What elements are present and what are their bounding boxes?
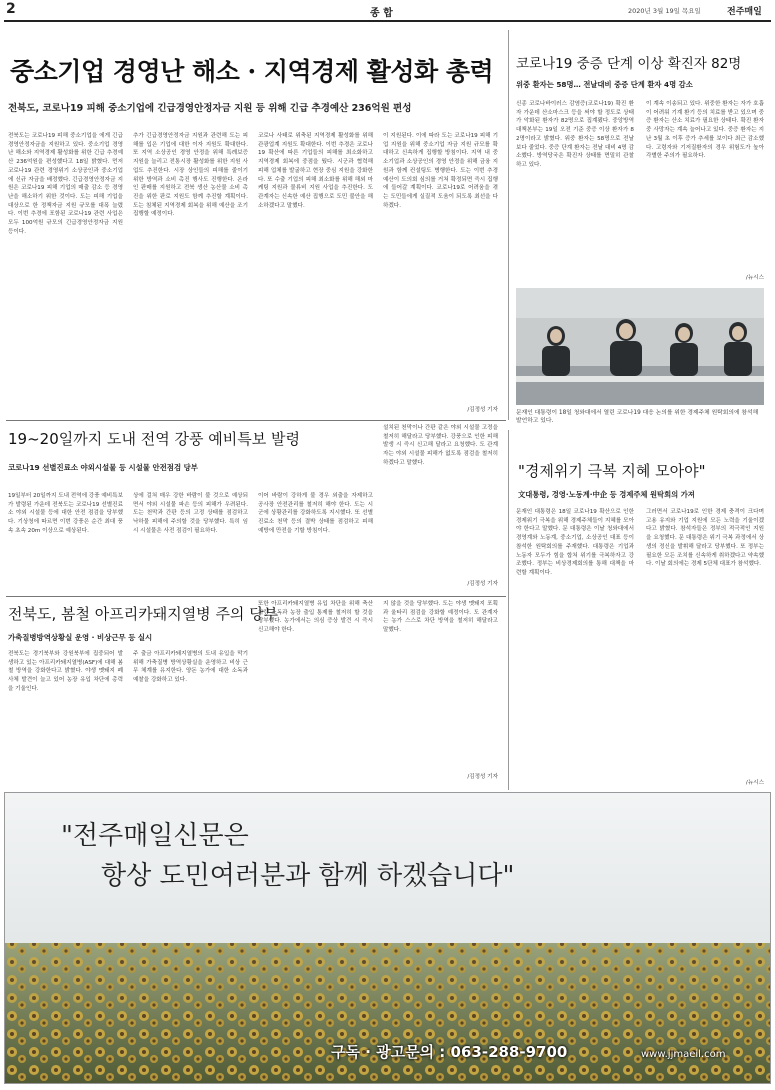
story2-col1: 신종 코로나바이러스 감염증(코로나19) 확진 환자 가운데 산소마스크 등을 써야 할 정도로 상태가 악화된 환자가 82명으로 집계됐다. 중앙방역대책본부는 19일 오전 기준 중증 이상 환자가 82명이라고 밝혔다. 위중 환자는 58명으로 전날보다 줄었다. 중증 단계 환자는 전날 대비 4명 감소했다. 방역당국은 확진자 상태를 면밀히 관찰하고 있다. xyxy=(516,101,634,168)
story1-subhead: 전북도, 코로나19 피해 중소기업에 긴급경영안정자금 지원 등 위해 긴급 추경예산 236억원 편성 xyxy=(8,103,412,114)
meeting-photo-illustration xyxy=(516,288,764,405)
story1-col4: 이 지원된다. 이에 따라 도는 코로나19 피해 기업 지원을 위해 중소기업 자금 지원 규모를 확대하고 신속하게 집행할 방침이다. 지역 내 중소기업과 소상공인의 경영 안정을 위해 금융 지원과 함께 컨설팅도 병행한다. 도는 이번 추경 예산이 도의회 심의를 거쳐 확정되면 즉시 집행에 들어갈 계획이다. 코로나19로 어려움을 겪는 도민들에게 실질적 도움이 되도록 최선을 다하겠다. xyxy=(383,133,498,209)
story3-divider xyxy=(508,430,509,790)
story3-col4: 설치된 천막이나 간판 같은 야외 시설물 고정을 철저히 해달라고 당부했다. 강풍으로 인한 피해 발생 시 즉시 신고해 달라고 요청했다. 도 관계자는 야외 시설물 피해가 없도록 점검을 철저히 하겠다고 말했다. xyxy=(383,425,498,466)
story5-col2: 주 출금 아프리카돼지열병의 도내 유입을 막기 위해 가축질병 방역상황실을 운영하고 비상 근무 체계를 유지한다. 양돈 농가에 대한 소독과 예찰을 강화하고 있다. xyxy=(133,651,248,684)
story5-col3: 또한 아프리카돼지열병 유입 차단을 위해 축산 차량 소독과 농장 출입 통제를 철저히 할 것을 당부했다. 농가에서는 의심 증상 발견 시 즉시 신고해야 한다. xyxy=(258,601,373,634)
ad-website: www.jjmaeil.com xyxy=(641,1049,726,1060)
ad-quote-line2: 항상 도민여러분과 함께 하겠습니다" xyxy=(101,861,515,891)
story5-headline: 전북도, 봄철 아프리카돼지열병 주의 당부 xyxy=(8,605,279,623)
story4-col1: 문재인 대통령은 18일 코로나19 확산으로 인한 경제위기 극복을 위해 경제주체들이 지혜를 모아야 한다고 말했다. 문 대통령은 이날 청와대에서 경영계와 노동계, 중소기업, 소상공인 대표 등이 참석한 원탁회의를 주재했다. 대통령은 기업과 노동자 모두가 힘을 합쳐 위기를 극복하자고 강조했다. 정부는 비상경제회의를 통해 대책을 마련할 계획이다. xyxy=(516,509,634,576)
header-rule xyxy=(4,20,771,22)
story1-col1: 전북도는 코로나19 피해 중소기업을 에게 긴급경영안정자금을 지원하고 있다. 중소기업 경영난 해소와 지역경제 활성화를 위한 긴급 추경예산 236억원을 편성했다고 18일 밝혔다. 먼저 코로나19 관련 경영위기 소상공인과 중소기업에 신규 자금을 배정했다. 긴급경영안정자금 지원은 코로나19 피해 기업의 매출 감소 등 경영난을 해소하기 위한 것이다. 도는 피해 기업을 대상으로 한 정책자금 지원 규모를 대폭 늘렸다. 이번 추경에 포함된 코로나19 관련 사업은 모두 100억원 규모의 긴급경영안정자금 지원 등이다. xyxy=(8,133,123,235)
paper-name: 전주매일 xyxy=(727,7,762,17)
story5-subhead: 가축질병방역상황실 운영 · 비상근무 등 실시 xyxy=(8,633,153,642)
story5-byline: /김정성 기자 xyxy=(467,774,498,780)
story3-subhead: 코로나19 선별진료소 야외시설물 등 시설물 안전점검 당부 xyxy=(8,463,198,472)
page-number: 2 xyxy=(6,1,16,17)
story1-col3: 코로나 사태로 위축된 지역경제 활성화를 위해 관광업계 지원도 확대한다. 이번 추경은 코로나19 확산에 따른 기업들의 피해를 최소화하고 지역경제 회복에 중점을 뒀다. 시군과 협력해 피해 업체를 발굴하고 현장 중심 지원을 강화한다. 또 수출 기업의 피해 최소화를 위해 해외 마케팅 지원과 물류비 지원 사업을 추진한다. 도 관계자는 신속한 예산 집행으로 도민 불안을 해소하겠다고 말했다. xyxy=(258,133,373,209)
story1-headline: 중소기업 경영난 해소 · 지역경제 활성화 총력 xyxy=(10,57,494,86)
news-photo xyxy=(516,288,764,405)
photo-caption: 문재인 대통령이 18일 청와대에서 열린 코로나19 대응 논의를 위한 경제주체 원탁회의에 참석해 발언하고 있다. xyxy=(516,410,759,424)
story2-subhead: 위중 환자는 58명… 전날대비 중증 단계 환자 4명 감소 xyxy=(516,80,693,89)
story3-byline: /김정성 기자 xyxy=(467,581,498,587)
story3-col1: 19일부터 20일까지 도내 전역에 강풍 예비특보가 발령된 가운데 전북도는 코로나19 선별진료소 야외 시설물 등에 대한 안전 점검을 당부했다. 기상청에 따르면 이번 강풍은 순간 최대 풍속 초속 20m 이상으로 예상된다. xyxy=(8,493,123,534)
story5-top-rule xyxy=(6,596,506,597)
page-header xyxy=(0,0,775,20)
ad-quote-line1: "전주매일신문은 xyxy=(61,821,249,851)
story3-col3: 이어 바람이 강하게 불 경우 외출을 자제하고 공사장 안전관리를 철저히 해야 한다. 도는 시군에 상황관리를 강화하도록 지시했다. 또 선별진료소 천막 등의 결박 상태를 점검하고 피해 예방에 만전을 기할 방침이다. xyxy=(258,493,373,534)
story5-col1: 전북도는 경기북부와 강원북부에 집중되어 발생하고 있는 아프리카돼지열병(ASF)에 대해 봄철 방역을 강화한다고 밝혔다. 야생 멧돼지 폐사체 발견이 늘고 있어 농장 유입 차단에 총력을 기울인다. xyxy=(8,651,123,692)
section-name: 종 합 xyxy=(370,8,393,19)
story1-byline: /김정성 기자 xyxy=(467,407,498,413)
story2-byline: /뉴시스 xyxy=(745,275,764,281)
story2-headline: 코로나19 중증 단계 이상 확진자 82명 xyxy=(516,56,742,72)
story5-col4: 지 않을 것을 당부했다. 도는 야생 멧돼지 포획과 울타리 점검을 강화할 예정이다. 도 관계자는 농가 스스로 차단 방역을 철저히 해달라고 말했다. xyxy=(383,601,498,634)
story3-col2: 상에 걸쳐 매우 강한 바람이 불 것으로 예상되면서 야외 시설물 파손 등의 피해가 우려된다. 도는 천막과 간판 등의 고정 상태를 점검하고 낙하물 피해에 주의할 것을 당부했다. 특히 임시 시설물은 사전 점검이 필요하다. xyxy=(133,493,248,534)
story1-divider xyxy=(508,30,509,420)
story1-col2: 추가 긴급경영안정자금 지원과 관련해 도는 피해를 입은 기업에 대한 이자 지원도 확대한다. 또 지역 소상공인 경영 안정을 위해 특례보증 지원을 늘리고 전통시장 활성화를 위한 지원 사업도 추진한다. 시장 상인들의 피해를 줄이기 위한 방역과 소비 촉진 행사도 진행한다. 온라인 판매를 지원하고 전북 생산 농산물 소비 촉진을 위한 판로 지원도 함께 추진할 계획이다. 도는 침체된 지역경제 회복을 위해 예산을 조기 집행할 예정이다. xyxy=(133,133,248,218)
ad-contact: 구독 · 광고문의 : 063-288-9700 xyxy=(331,1043,568,1061)
advertisement xyxy=(4,792,771,1084)
story3-headline: 19~20일까지 도내 전역 강풍 예비특보 발령 xyxy=(8,430,300,448)
story4-col2: 그러면서 코로나19로 인한 경제 충격이 크다며 고용 유지와 기업 지원에 모든 노력을 기울이겠다고 밝혔다. 참석자들은 정부의 적극적인 지원을 요청했다. 문 대통령은 위기 극복 과정에서 상생의 정신을 발휘해 달라고 당부했다. 또 정부는 필요한 모든 조치를 신속하게 취하겠다고 약속했다. 이날 회의에는 경제 5단체 대표가 참석했다. xyxy=(646,509,764,568)
story4-subhead: 文대통령, 경영·노동계·中企 등 경제주체 원탁회의 가져 xyxy=(518,490,695,499)
story4-byline: /뉴시스 xyxy=(745,780,764,786)
story3-top-rule xyxy=(6,420,506,421)
story2-col2: 이 계속 이송되고 있다. 위중한 환자는 자가 호흡이 어려워 기계 환기 등의 치료를 받고 있으며 중증 환자는 산소 치료가 필요한 상태다. 확진 환자 중 사망자는 계속 늘어나고 있다. 중증 환자는 지난 3월 초 이후 증가 추세를 보이다 최근 감소했다. 고령자와 기저질환자의 경우 위험도가 높아 각별한 주의가 필요하다. xyxy=(646,101,764,160)
story4-headline: "경제위기 극복 지혜 모아야" xyxy=(518,462,706,480)
issue-date: 2020년 3월 19일 목요일 xyxy=(628,7,701,15)
